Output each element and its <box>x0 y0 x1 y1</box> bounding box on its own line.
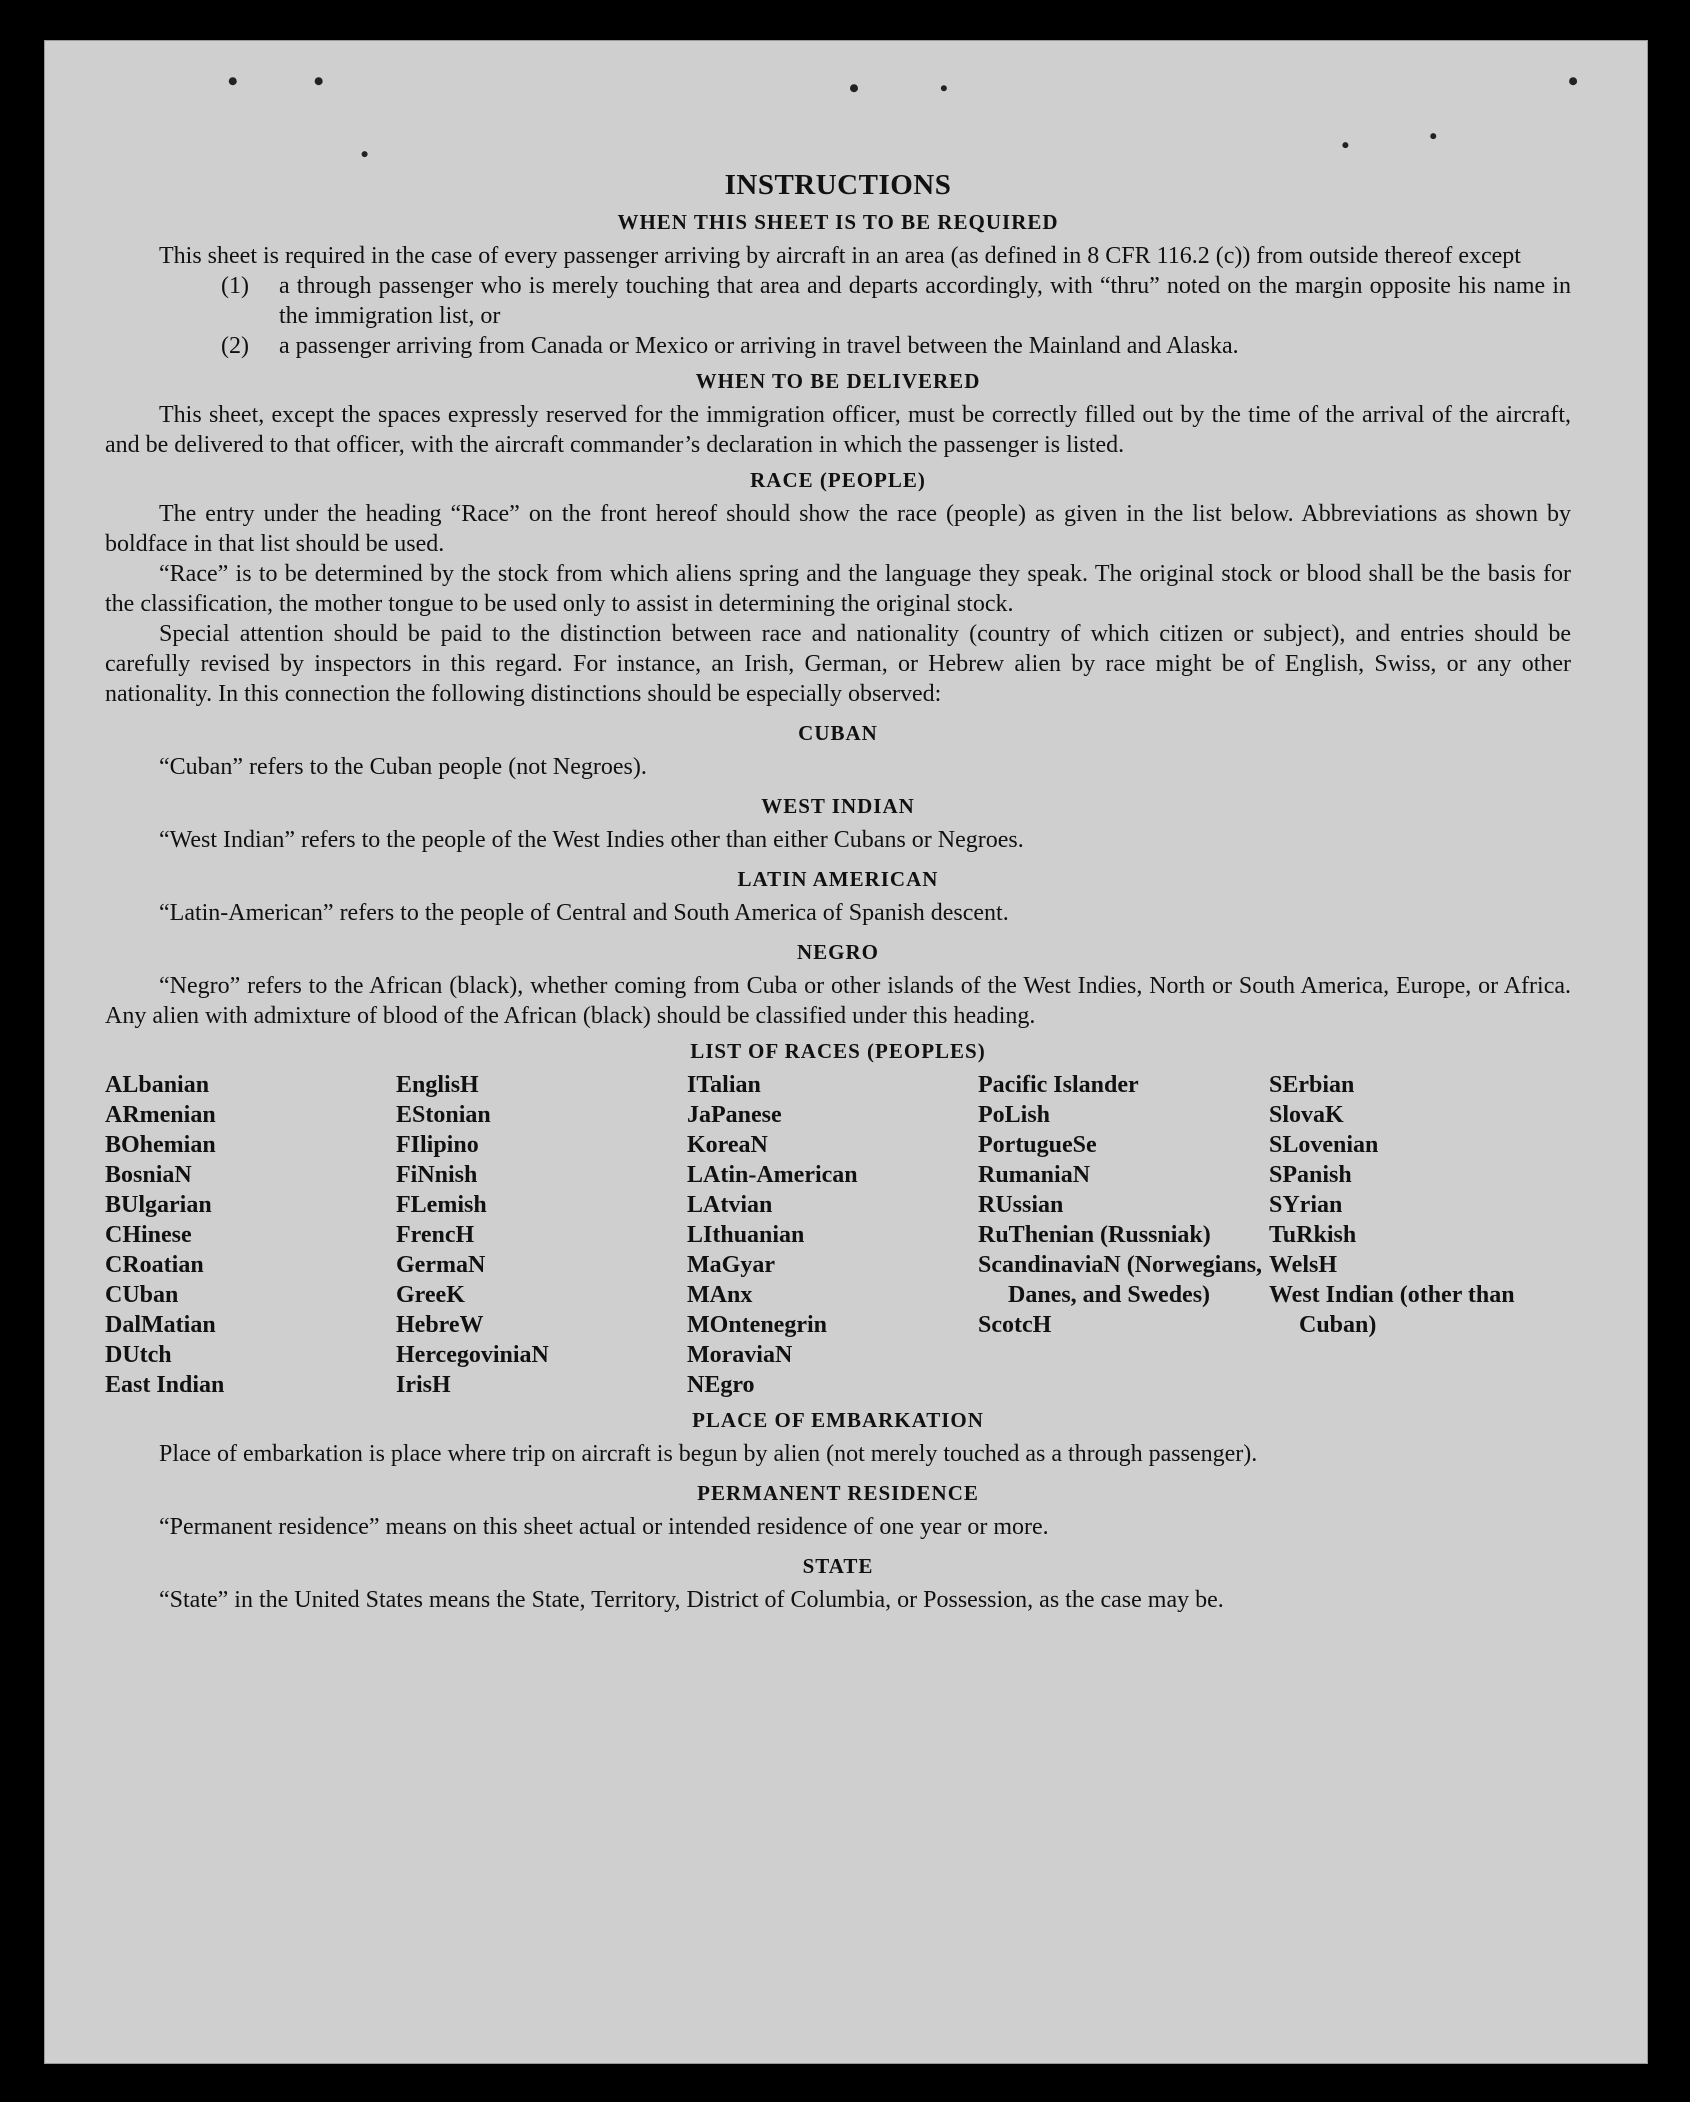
race-entry: GermaN <box>396 1252 486 1278</box>
race-entry: ScandinaviaN (Norwegians, Danes, and Swedes) <box>978 1252 1263 1308</box>
race-paragraph: Special attention should be paid to the distinction between race and nationality (country of which citizen or subject), and entries should be carefully revised by inspectors in this regard. For instance, an Irish, German, or Hebrew alien by race might be of English, Swiss, or any other nationality. In this connection the following distinctions should be especially observed: <box>105 621 1571 707</box>
heading-embarkation: PLACE OF EMBARKATION <box>692 1408 984 1432</box>
race-entry: SErbian <box>1269 1072 1355 1098</box>
state-text: “State” in the United States means the State, Territory, District of Columbia, or Possession, as the case may be. <box>159 1587 1224 1613</box>
race-entry: MaGyar <box>687 1252 775 1278</box>
race-entry: PortugueSe <box>978 1132 1097 1158</box>
latin-american-text: “Latin-American” refers to the people of Central and South America of Spanish descent. <box>159 900 1009 926</box>
race-entry: JaPanese <box>687 1102 782 1128</box>
race-entry: WelsH <box>1269 1252 1338 1278</box>
race-entry: NEgro <box>687 1372 755 1398</box>
exception-number: (1) <box>221 273 249 299</box>
race-entry: LIthuanian <box>687 1222 805 1248</box>
exception-item <box>221 271 1571 331</box>
race-entry: SYrian <box>1269 1192 1343 1218</box>
when-delivered-text: This sheet, except the spaces expressly reserved for the immigration officer, must be correctly filled out by the time of the arrival of the aircraft, and be delivered to that officer, with the aircraft commander’s declaration in which the passenger is listed. <box>105 402 1571 458</box>
races-column <box>105 1070 396 1400</box>
race-entry: RUssian <box>978 1192 1064 1218</box>
race-entry: FiNnish <box>396 1162 478 1188</box>
race-entry: LAtin-American <box>687 1162 858 1188</box>
when-required-intro: This sheet is required in the case of every passenger arriving by aircraft in an area (as defined in 8 CFR 116.2 (c)) from outside thereof except <box>159 243 1521 269</box>
race-entry: CUban <box>105 1282 179 1308</box>
embarkation-text: Place of embarkation is place where trip on aircraft is begun by alien (not merely touched as a through passenger). <box>159 1441 1258 1467</box>
exception-text: a through passenger who is merely touching that area and departs accordingly, with “thru” noted on the margin opposite his name in the immigration list, or <box>279 273 1571 329</box>
negro-text: “Negro” refers to the African (black), whether coming from Cuba or other islands of the West Indies, North or South America, Europe, or Africa. Any alien with admixture of blood of the African (black) should be classified under this heading. <box>105 973 1571 1029</box>
heading-latin-american: LATIN AMERICAN <box>737 867 939 891</box>
heading-when-delivered: WHEN TO BE DELIVERED <box>695 369 981 393</box>
race-entry: ARmenian <box>105 1102 216 1128</box>
heading-when-required: WHEN THIS SHEET IS TO BE REQUIRED <box>617 210 1059 234</box>
race-paragraph: The entry under the heading “Race” on the front hereof should show the race (people) as given in the list below. Abbreviations as shown by boldface in that list should be used. <box>105 501 1571 557</box>
race-entry: East Indian <box>105 1372 225 1398</box>
race-entry: MAnx <box>687 1282 753 1308</box>
race-entry: BOhemian <box>105 1132 216 1158</box>
race-entry: GreeK <box>396 1282 465 1308</box>
race-entry: RumaniaN <box>978 1162 1091 1188</box>
document-title: INSTRUCTIONS <box>724 169 952 201</box>
race-entry: ALbanian <box>105 1072 210 1098</box>
exception-number: (2) <box>221 333 249 359</box>
race-entry: MOntenegrin <box>687 1312 827 1338</box>
race-entry: LAtvian <box>687 1192 773 1218</box>
race-entry: HercegoviniaN <box>396 1342 549 1368</box>
race-entry: FrencH <box>396 1222 475 1248</box>
race-entry: SlovaK <box>1269 1102 1344 1128</box>
races-list <box>105 1070 1571 1400</box>
race-entry: CRoatian <box>105 1252 204 1278</box>
races-column <box>1269 1070 1560 1400</box>
race-entry: KoreaN <box>687 1132 768 1158</box>
race-entry: BUlgarian <box>105 1192 212 1218</box>
races-column <box>396 1070 687 1400</box>
west-indian-text: “West Indian” refers to the people of the West Indies other than either Cubans or Negroes. <box>159 827 1024 853</box>
race-entry: TuRkish <box>1269 1222 1357 1248</box>
race-entry: West Indian (other than Cuban) <box>1269 1282 1515 1338</box>
race-entry: DUtch <box>105 1342 172 1368</box>
races-column <box>978 1070 1269 1400</box>
exception-item <box>221 331 1571 361</box>
race-entry: EStonian <box>396 1102 491 1128</box>
race-entry: ITalian <box>687 1072 761 1098</box>
race-entry: CHinese <box>105 1222 192 1248</box>
race-entry: SLovenian <box>1269 1132 1379 1158</box>
race-entry: MoraviaN <box>687 1342 793 1368</box>
heading-west-indian: WEST INDIAN <box>761 794 915 818</box>
race-entry: PoLish <box>978 1102 1051 1128</box>
races-column <box>687 1070 978 1400</box>
heading-state: STATE <box>802 1554 874 1578</box>
race-entry: EnglisH <box>396 1072 479 1098</box>
race-entry: IrisH <box>396 1372 451 1398</box>
race-entry: SPanish <box>1269 1162 1352 1188</box>
race-entry: FIlipino <box>396 1132 479 1158</box>
race-entry: RuThenian (Russniak) <box>978 1222 1211 1248</box>
document-sheet <box>44 40 1648 2064</box>
heading-permanent-residence: PERMANENT RESIDENCE <box>697 1481 979 1505</box>
race-entry: DalMatian <box>105 1312 216 1338</box>
race-entry: BosniaN <box>105 1162 192 1188</box>
heading-negro: NEGRO <box>796 940 879 964</box>
heading-race: RACE (PEOPLE) <box>750 468 926 492</box>
race-paragraph: “Race” is to be determined by the stock from which aliens spring and the language they speak. The original stock or blood shall be the basis for the classification, the mother tongue to be used only to assist in determining the original stock. <box>105 561 1571 617</box>
heading-list-of-races: LIST OF RACES (PEOPLES) <box>690 1039 986 1063</box>
heading-cuban: CUBAN <box>798 721 878 745</box>
race-entry: Pacific Islander <box>978 1072 1139 1098</box>
race-entry: HebreW <box>396 1312 484 1338</box>
race-entry: ScotcH <box>978 1312 1052 1338</box>
cuban-text: “Cuban” refers to the Cuban people (not Negroes). <box>159 754 647 780</box>
exception-text: a passenger arriving from Canada or Mexico or arriving in travel between the Mainland and Alaska. <box>279 333 1239 359</box>
race-entry: FLemish <box>396 1192 487 1218</box>
instructions-content <box>105 169 1571 1615</box>
residence-text: “Permanent residence” means on this sheet actual or intended residence of one year or more. <box>159 1514 1049 1540</box>
